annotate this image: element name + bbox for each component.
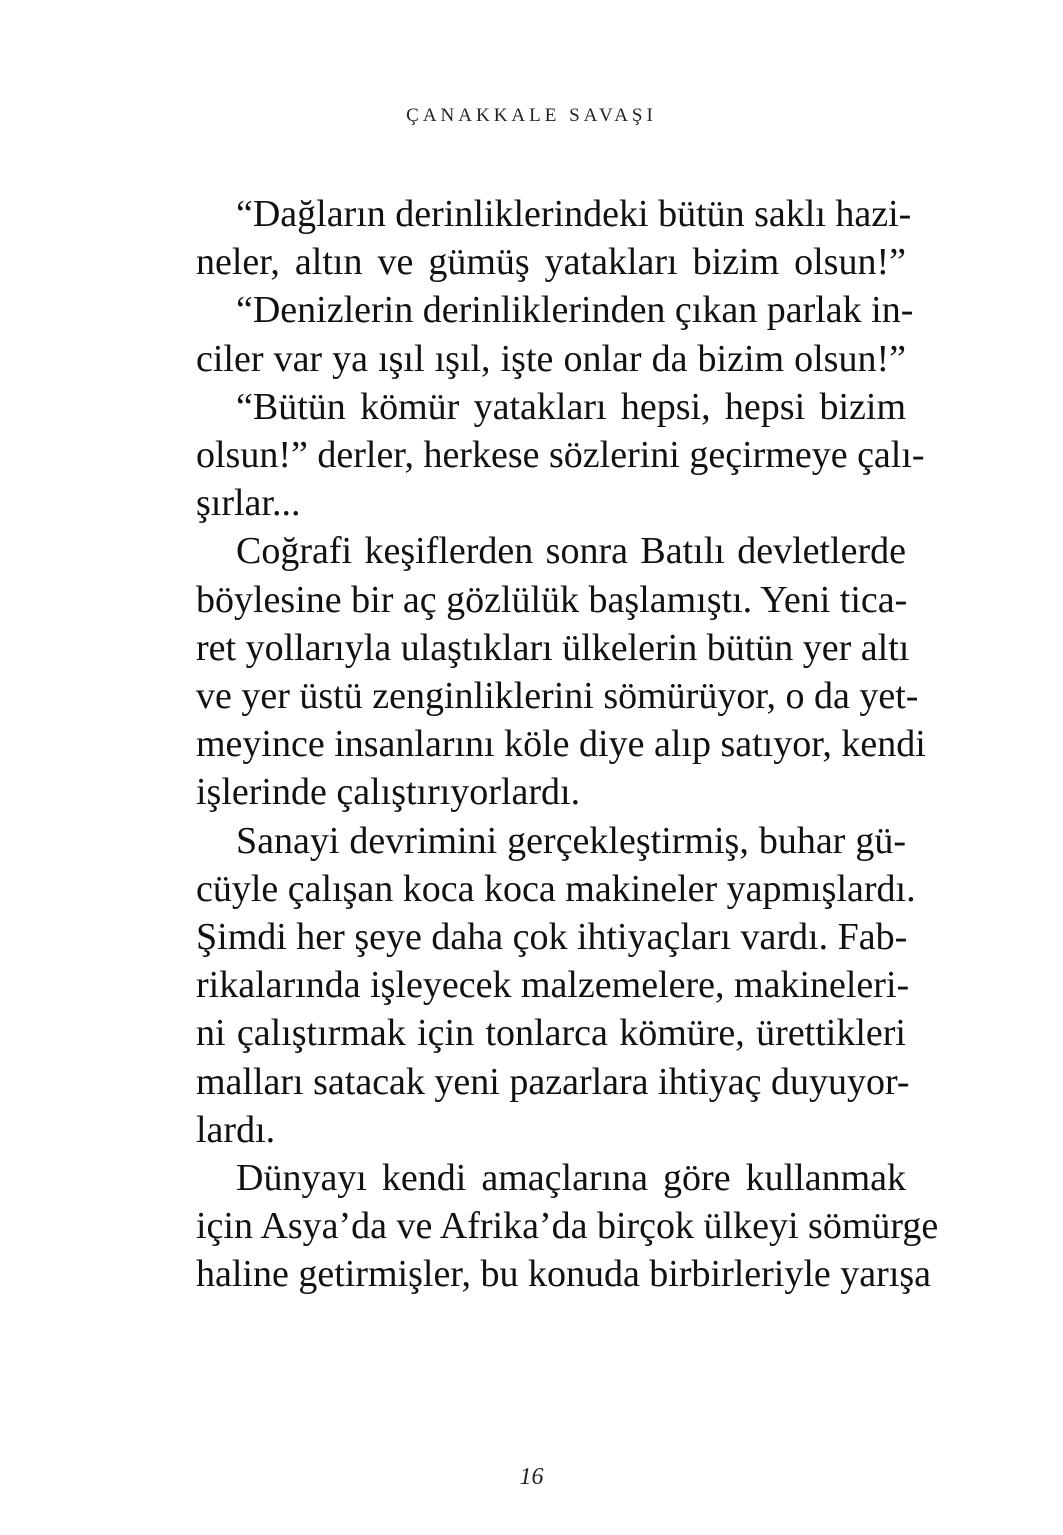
- text-line: böylesine bir aç gözlülük başlamıştı. Yeni tica-: [196, 578, 908, 621]
- text-line: ve yer üstü zenginliklerini sömürüyor, o da yet-: [196, 675, 919, 718]
- text-line: ciler var ya ışıl ışıl, işte onlar da bizim olsun!”: [196, 337, 906, 380]
- text-line: neler, altın ve gümüş yatakları bizim olsun!”: [196, 241, 906, 284]
- text-line: meyince insanlarını köle diye alıp satıyor, kendi: [196, 723, 926, 766]
- text-line: “Denizlerin derinliklerinden çıkan parlak in-: [236, 289, 914, 332]
- body-text: [196, 190, 939, 1299]
- text-line: için Asya’da ve Afrika’da birçok ülkeyi sömürge: [196, 1205, 939, 1248]
- text-line: Coğrafi keşiflerden sonra Batılı devletlerde: [236, 530, 906, 573]
- text-line: Dünyayı kendi amaçlarına göre kullanmak: [236, 1157, 906, 1200]
- text-line: Şimdi her şeye daha çok ihtiyaçları vardı. Fab-: [196, 916, 908, 959]
- text-line: haline getirmişler, bu konuda birbirleriyle yarışa: [196, 1253, 932, 1296]
- text-line: ni çalıştırmak için tonlarca kömüre, ürettikleri: [196, 1012, 906, 1055]
- text-line: rikalarında işleyecek malzemelere, makineleri-: [196, 964, 910, 1007]
- text-line: cüyle çalışan koca koca makineler yapmışlardı.: [196, 867, 916, 910]
- text-line: “Dağların derinliklerindeki bütün saklı hazi-: [236, 193, 912, 235]
- page-number: 16: [519, 1464, 544, 1490]
- running-head-title: ÇANAKKALE SAVAŞI: [406, 105, 657, 126]
- text-line: işlerinde çalıştırıyorlardı.: [196, 771, 581, 814]
- text-line: şırlar...: [196, 482, 301, 525]
- text-line: malları satacak yeni pazarlara ihtiyaç duyuyor-: [196, 1060, 910, 1103]
- text-line: “Bütün kömür yatakları hepsi, hepsi bizim: [236, 385, 906, 428]
- text-line: ret yollarıyla ulaştıkları ülkelerin bütün yer altı: [196, 626, 910, 669]
- text-line: Sanayi devrimini gerçekleştirmiş, buhar gü-: [236, 819, 906, 862]
- text-line: lardı.: [196, 1108, 276, 1151]
- text-line: olsun!” derler, herkese sözlerini geçirmeye çalı-: [196, 434, 925, 477]
